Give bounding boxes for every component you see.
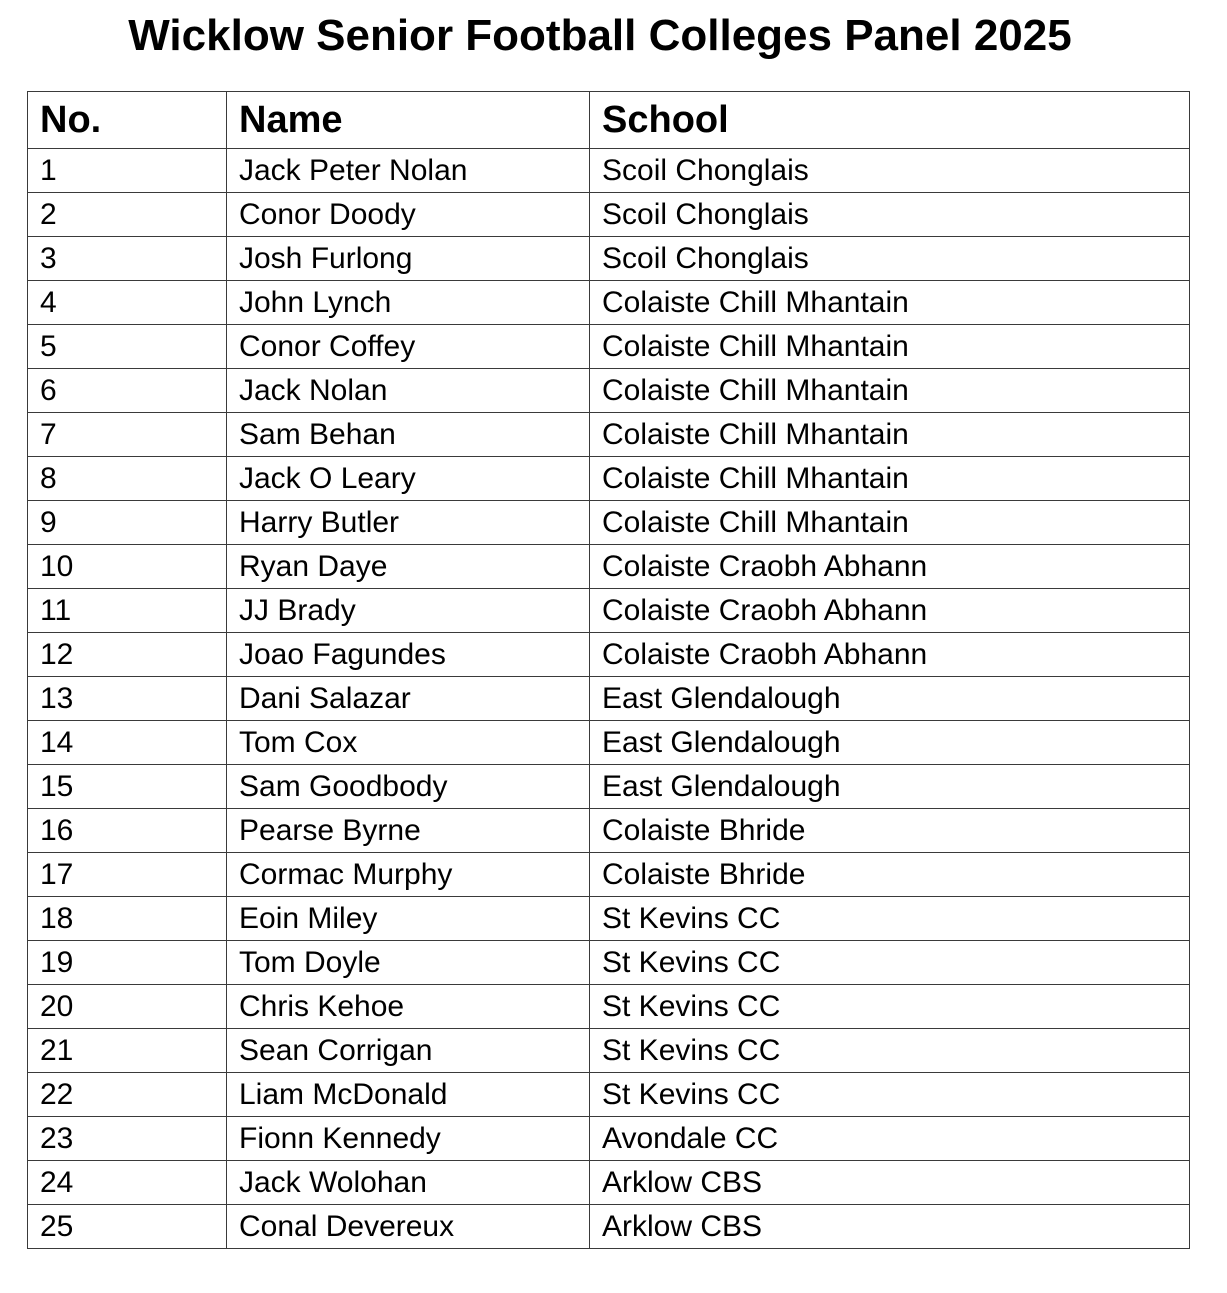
cell-school: Colaiste Chill Mhantain: [590, 501, 1190, 545]
cell-name: Fionn Kennedy: [227, 1117, 590, 1161]
cell-name: Tom Doyle: [227, 941, 590, 985]
cell-name: Chris Kehoe: [227, 985, 590, 1029]
table-row: [28, 941, 1190, 985]
panel-table: [27, 91, 1190, 1249]
table-row: [28, 325, 1190, 369]
cell-name: Josh Furlong: [227, 237, 590, 281]
cell-school: East Glendalough: [590, 765, 1190, 809]
cell-name: Cormac Murphy: [227, 853, 590, 897]
cell-name: Jack O Leary: [227, 457, 590, 501]
cell-name: Liam McDonald: [227, 1073, 590, 1117]
cell-no: 22: [28, 1073, 227, 1117]
table-body: [28, 149, 1190, 1249]
header-no: No.: [28, 92, 227, 149]
cell-no: 2: [28, 193, 227, 237]
cell-school: Colaiste Craobh Abhann: [590, 633, 1190, 677]
cell-name: Joao Fagundes: [227, 633, 590, 677]
header-school: School: [590, 92, 1190, 149]
table-row: [28, 897, 1190, 941]
cell-no: 7: [28, 413, 227, 457]
cell-name: Conor Coffey: [227, 325, 590, 369]
cell-no: 10: [28, 545, 227, 589]
table-header-row: [28, 92, 1190, 149]
cell-no: 17: [28, 853, 227, 897]
table-row: [28, 1073, 1190, 1117]
table-row: [28, 457, 1190, 501]
cell-school: Colaiste Chill Mhantain: [590, 369, 1190, 413]
cell-school: Arklow CBS: [590, 1205, 1190, 1249]
cell-name: Dani Salazar: [227, 677, 590, 721]
page-title: Wicklow Senior Football Colleges Panel 2025: [128, 11, 1072, 60]
cell-school: Colaiste Chill Mhantain: [590, 457, 1190, 501]
table-row: [28, 677, 1190, 721]
cell-school: Colaiste Bhride: [590, 809, 1190, 853]
cell-no: 16: [28, 809, 227, 853]
cell-name: Jack Wolohan: [227, 1161, 590, 1205]
cell-name: Conor Doody: [227, 193, 590, 237]
table-row: [28, 369, 1190, 413]
header-name: Name: [227, 92, 590, 149]
cell-name: Harry Butler: [227, 501, 590, 545]
cell-name: Sean Corrigan: [227, 1029, 590, 1073]
cell-no: 21: [28, 1029, 227, 1073]
cell-name: Conal Devereux: [227, 1205, 590, 1249]
table-row: [28, 721, 1190, 765]
cell-school: Scoil Chonglais: [590, 237, 1190, 281]
cell-school: St Kevins CC: [590, 1073, 1190, 1117]
cell-school: Colaiste Bhride: [590, 853, 1190, 897]
cell-no: 24: [28, 1161, 227, 1205]
cell-name: Sam Behan: [227, 413, 590, 457]
cell-no: 18: [28, 897, 227, 941]
cell-no: 23: [28, 1117, 227, 1161]
cell-no: 20: [28, 985, 227, 1029]
cell-no: 1: [28, 149, 227, 193]
table-row: [28, 853, 1190, 897]
cell-no: 25: [28, 1205, 227, 1249]
table-row: [28, 1161, 1190, 1205]
cell-school: East Glendalough: [590, 677, 1190, 721]
cell-no: 4: [28, 281, 227, 325]
table-row: [28, 237, 1190, 281]
cell-school: St Kevins CC: [590, 985, 1190, 1029]
cell-name: Eoin Miley: [227, 897, 590, 941]
cell-school: Scoil Chonglais: [590, 149, 1190, 193]
table-row: [28, 1117, 1190, 1161]
cell-no: 19: [28, 941, 227, 985]
cell-no: 13: [28, 677, 227, 721]
cell-no: 6: [28, 369, 227, 413]
cell-school: Scoil Chonglais: [590, 193, 1190, 237]
cell-no: 9: [28, 501, 227, 545]
cell-no: 5: [28, 325, 227, 369]
table-row: [28, 501, 1190, 545]
cell-no: 12: [28, 633, 227, 677]
cell-name: Jack Peter Nolan: [227, 149, 590, 193]
cell-name: Sam Goodbody: [227, 765, 590, 809]
cell-name: Ryan Daye: [227, 545, 590, 589]
cell-school: Avondale CC: [590, 1117, 1190, 1161]
cell-name: Tom Cox: [227, 721, 590, 765]
cell-name: JJ Brady: [227, 589, 590, 633]
cell-no: 14: [28, 721, 227, 765]
cell-name: Jack Nolan: [227, 369, 590, 413]
table-row: [28, 545, 1190, 589]
table-row: [28, 633, 1190, 677]
table-row: [28, 149, 1190, 193]
table-row: [28, 809, 1190, 853]
table-row: [28, 413, 1190, 457]
cell-school: Colaiste Chill Mhantain: [590, 325, 1190, 369]
table-row: [28, 193, 1190, 237]
table-row: [28, 1205, 1190, 1249]
table-row: [28, 281, 1190, 325]
cell-no: 8: [28, 457, 227, 501]
cell-name: John Lynch: [227, 281, 590, 325]
cell-no: 3: [28, 237, 227, 281]
cell-no: 15: [28, 765, 227, 809]
table-row: [28, 985, 1190, 1029]
table-row: [28, 1029, 1190, 1073]
cell-school: St Kevins CC: [590, 941, 1190, 985]
cell-no: 11: [28, 589, 227, 633]
table-row: [28, 589, 1190, 633]
cell-school: St Kevins CC: [590, 1029, 1190, 1073]
cell-name: Pearse Byrne: [227, 809, 590, 853]
table-row: [28, 765, 1190, 809]
cell-school: St Kevins CC: [590, 897, 1190, 941]
cell-school: Colaiste Craobh Abhann: [590, 545, 1190, 589]
cell-school: Colaiste Chill Mhantain: [590, 413, 1190, 457]
cell-school: Arklow CBS: [590, 1161, 1190, 1205]
cell-school: Colaiste Craobh Abhann: [590, 589, 1190, 633]
cell-school: Colaiste Chill Mhantain: [590, 281, 1190, 325]
cell-school: East Glendalough: [590, 721, 1190, 765]
